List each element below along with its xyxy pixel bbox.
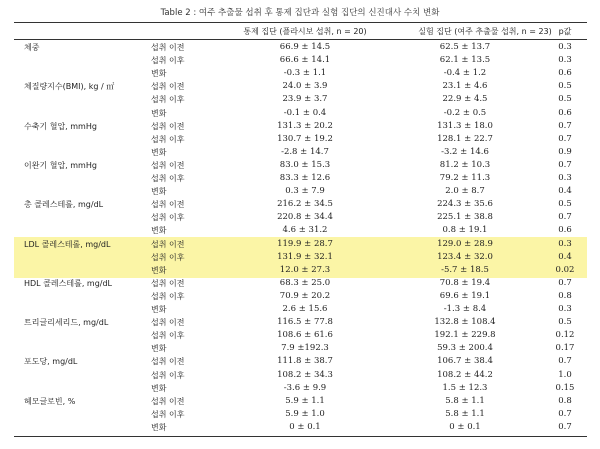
table-top-rule — [14, 22, 587, 23]
period-label: 섭취 이전 — [151, 239, 185, 249]
control-value: -0.1 ± 0.4 — [283, 107, 327, 118]
p-value: 0.02 — [555, 264, 575, 275]
period-label: 변화 — [151, 383, 167, 393]
header-control-group: 통제 집단 (플라시보 섭취, n = 20) — [243, 27, 367, 36]
period-label: 섭취 이전 — [151, 318, 185, 328]
experiment-value: 0 ± 0.1 — [449, 421, 481, 432]
p-value: 0.7 — [558, 356, 572, 367]
control-value: 5.9 ± 1.1 — [285, 395, 325, 406]
p-value: 0.7 — [558, 277, 572, 288]
experiment-value: 225.1 ± 38.8 — [437, 212, 493, 223]
experiment-value: 192.1 ± 229.8 — [434, 330, 496, 341]
control-value: 66.9 ± 14.5 — [279, 42, 331, 52]
p-value: 0.12 — [555, 330, 575, 341]
p-value: 0.3 — [558, 42, 572, 52]
period-label: 섭취 이후 — [151, 331, 185, 341]
p-value: 0.4 — [558, 186, 572, 197]
p-value: 0.15 — [555, 382, 575, 393]
period-label: 섭취 이전 — [151, 82, 185, 92]
measure-label: 체질량지수(BMI), kg / ㎡ — [24, 82, 115, 92]
experiment-value: 106.7 ± 38.4 — [437, 356, 493, 367]
control-value: 24.0 ± 3.9 — [282, 81, 328, 92]
experiment-value: 62.5 ± 13.7 — [439, 42, 491, 52]
experiment-value: 132.8 ± 108.4 — [434, 317, 496, 328]
control-value: 12.0 ± 27.3 — [279, 264, 331, 275]
header-experiment-group: 실험 집단 (여주 추출물 섭취, n = 23) — [418, 27, 552, 36]
control-value: 111.8 ± 38.7 — [277, 356, 333, 367]
measure-label: 수축기 혈압, mmHg — [24, 121, 97, 131]
p-value: 0.3 — [558, 55, 572, 66]
period-label: 변화 — [151, 422, 167, 432]
experiment-value: 23.1 ± 4.6 — [442, 81, 488, 92]
experiment-value: 69.6 ± 19.1 — [439, 290, 491, 301]
measure-label: HDL 콜레스테롤, mg/dL — [24, 278, 113, 288]
period-label: 섭취 이후 — [151, 174, 185, 183]
p-value: 0.7 — [558, 120, 572, 131]
period-label: 변화 — [151, 108, 167, 118]
p-value: 0.5 — [558, 94, 572, 105]
header-p-value: p값 — [558, 27, 572, 36]
period-label: 섭취 이후 — [151, 134, 185, 144]
control-value: 68.3 ± 25.0 — [279, 277, 331, 288]
period-label: 섭취 이전 — [151, 160, 185, 170]
p-value: 0.3 — [558, 173, 572, 183]
control-value: 116.5 ± 77.8 — [277, 317, 333, 328]
measure-label: 총 콜레스테롤, mg/dL — [24, 200, 104, 210]
measure-label: 트리글리세리드, mg/dL — [24, 318, 109, 328]
experiment-value: 79.2 ± 11.3 — [439, 173, 491, 183]
control-value: 2.6 ± 15.6 — [282, 304, 328, 314]
control-value: 131.9 ± 32.1 — [277, 251, 333, 262]
experiment-value: 128.1 ± 22.7 — [437, 133, 493, 144]
p-value: 0.5 — [558, 317, 572, 328]
period-label: 변화 — [151, 147, 167, 157]
control-value: 216.2 ± 34.5 — [277, 199, 333, 210]
period-label: 섭취 이전 — [151, 200, 185, 210]
control-value: 108.6 ± 61.6 — [277, 330, 333, 341]
p-value: 0.6 — [558, 225, 572, 236]
experiment-value: 129.0 ± 28.9 — [437, 238, 493, 249]
experiment-value: -5.7 ± 18.5 — [441, 264, 489, 275]
experiment-value: -3.2 ± 14.6 — [441, 146, 489, 157]
control-value: 23.9 ± 3.7 — [282, 94, 328, 105]
control-value: -2.8 ± 14.7 — [281, 146, 329, 157]
measure-label: LDL 콜레스테롤, mg/dL — [24, 239, 111, 249]
period-label: 섭취 이후 — [151, 370, 185, 380]
experiment-value: 5.8 ± 1.1 — [445, 408, 485, 419]
period-label: 변화 — [151, 344, 167, 354]
table-bottom-rule — [14, 436, 587, 437]
p-value: 0.7 — [558, 133, 572, 144]
period-label: 섭취 이후 — [151, 291, 185, 301]
experiment-value: -1.3 ± 8.4 — [443, 304, 487, 314]
experiment-value: 123.4 ± 32.0 — [437, 251, 493, 262]
experiment-value: 59.3 ± 200.4 — [437, 343, 493, 354]
p-value: 0.8 — [558, 395, 572, 406]
period-label: 섭취 이전 — [151, 278, 185, 288]
measure-label: 포도당, mg/dL — [24, 357, 78, 367]
p-value: 0.5 — [558, 199, 572, 210]
period-label: 섭취 이후 — [151, 213, 185, 223]
experiment-value: 1.5 ± 12.3 — [442, 382, 488, 393]
control-value: 108.2 ± 34.3 — [277, 369, 333, 380]
period-label: 변화 — [151, 187, 167, 197]
experiment-value: 0.8 ± 19.1 — [442, 225, 488, 236]
period-label: 섭취 이전 — [151, 121, 185, 131]
control-value: -3.6 ± 9.9 — [283, 382, 327, 393]
measure-label: 체중 — [24, 43, 40, 52]
p-value: 0.7 — [558, 421, 572, 432]
p-value: 0.6 — [558, 107, 572, 118]
p-value: 0.7 — [558, 212, 572, 223]
control-value: 83.0 ± 15.3 — [279, 159, 331, 170]
period-label: 변화 — [151, 305, 167, 314]
p-value: 0.8 — [558, 290, 572, 301]
period-label: 섭취 이후 — [151, 95, 185, 105]
p-value: 1.0 — [558, 369, 572, 380]
p-value: 0.3 — [558, 304, 572, 314]
table-caption: Table 2 : 여주 추출물 섭취 후 통제 집단과 실험 집단의 신진대사 수치 변화 — [160, 8, 440, 18]
control-value: 119.9 ± 28.7 — [277, 238, 333, 249]
control-value: 0.3 ± 7.9 — [285, 186, 325, 197]
p-value: 0.7 — [558, 159, 572, 170]
p-value: 0.5 — [558, 81, 572, 92]
control-value: 220.8 ± 34.4 — [277, 212, 333, 223]
period-label: 섭취 이후 — [151, 409, 185, 419]
measure-label: 헤모글로빈, % — [24, 396, 76, 406]
control-value: 7.9 ±192.3 — [281, 343, 329, 354]
experiment-value: 81.2 ± 10.3 — [439, 159, 491, 170]
period-label: 변화 — [151, 265, 167, 275]
experiment-value: 131.3 ± 18.0 — [437, 120, 493, 131]
control-value: 0 ± 0.1 — [289, 421, 321, 432]
experiment-value: 224.3 ± 35.6 — [437, 199, 493, 210]
control-value: 4.6 ± 31.2 — [282, 225, 328, 236]
control-value: 66.6 ± 14.1 — [279, 55, 331, 66]
p-value: 0.7 — [558, 408, 572, 419]
period-label: 변화 — [151, 226, 167, 236]
control-value: 70.9 ± 20.2 — [279, 290, 331, 301]
header-rule — [14, 39, 587, 40]
experiment-value: -0.2 ± 0.5 — [443, 107, 487, 118]
p-value: 0.9 — [558, 146, 572, 157]
period-label: 섭취 이전 — [151, 357, 185, 367]
experiment-value: -0.4 ± 1.2 — [443, 68, 487, 79]
experiment-value: 108.2 ± 44.2 — [437, 369, 493, 380]
experiment-value: 22.9 ± 4.5 — [442, 94, 488, 105]
p-value: 0.4 — [558, 251, 572, 262]
period-label: 섭취 이후 — [151, 56, 185, 66]
experiment-value: 70.8 ± 19.4 — [439, 277, 491, 288]
experiment-value: 62.1 ± 13.5 — [439, 55, 491, 66]
control-value: -0.3 ± 1.1 — [283, 68, 327, 79]
period-label: 변화 — [151, 69, 167, 79]
measure-label: 이완기 혈압, mmHg — [24, 160, 97, 170]
experiment-value: 2.0 ± 8.7 — [445, 186, 485, 197]
period-label: 섭취 이전 — [151, 43, 185, 52]
control-value: 131.3 ± 20.2 — [277, 120, 333, 131]
p-value: 0.6 — [558, 68, 572, 79]
control-value: 83.3 ± 12.6 — [279, 173, 331, 183]
p-value: 0.17 — [555, 343, 575, 354]
period-label: 섭취 이전 — [151, 396, 185, 406]
p-value: 0.3 — [558, 238, 572, 249]
experiment-value: 5.8 ± 1.1 — [445, 395, 485, 406]
control-value: 5.9 ± 1.0 — [285, 408, 325, 419]
control-value: 130.7 ± 19.2 — [277, 133, 333, 144]
period-label: 섭취 이후 — [151, 252, 185, 262]
